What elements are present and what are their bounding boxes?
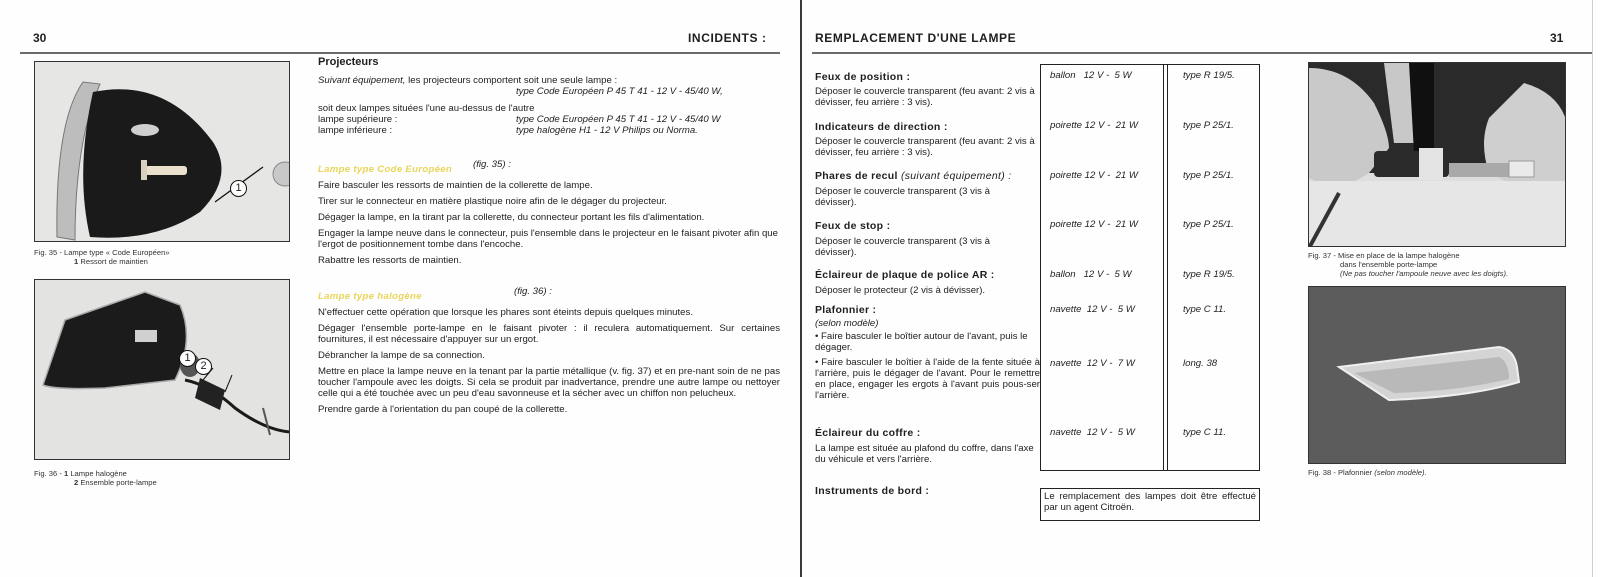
step: Engager la lampe neuve dans le connecteur, puis l'ensemble dans le projecteur en le faisant pivoter afin que l'ergot de positionnement tombe dans l'encoche. bbox=[318, 228, 778, 250]
section-title-plafonnier: Plafonnier : bbox=[815, 304, 877, 316]
section-title-instruments: Instruments de bord : bbox=[815, 485, 930, 497]
subsection-code-heading bbox=[318, 159, 511, 177]
callout-1: 1 bbox=[230, 180, 247, 197]
legend-label: Ensemble porte-lampe bbox=[80, 478, 157, 487]
type-cell: type P 25/1. bbox=[1183, 170, 1234, 181]
legend-num: 1 bbox=[74, 257, 79, 266]
figure-35-photo bbox=[34, 61, 290, 242]
step: Rabattre les ressorts de maintien. bbox=[318, 255, 462, 266]
section-body: • Faire basculer le boîtier autour de l'avant, puis le dégager. bbox=[815, 331, 1028, 353]
caption-prefix: Fig. 37 - bbox=[1308, 251, 1338, 260]
caption-italic: (selon modèle) bbox=[1374, 468, 1425, 477]
header-rule-left bbox=[20, 52, 780, 54]
figure-37-photo bbox=[1308, 62, 1566, 247]
caption-end: . bbox=[1424, 468, 1427, 477]
legend-num: 2 bbox=[74, 478, 79, 487]
bulb-cell: poirette 12 V - 21 W bbox=[1050, 170, 1138, 181]
figure-38-photo bbox=[1308, 286, 1566, 464]
title-italic: (suivant équipement) : bbox=[900, 170, 1012, 182]
table-column-divider bbox=[1163, 65, 1164, 470]
subsection-code-title: Lampe type Code Européen bbox=[318, 164, 453, 175]
section-title-projecteurs: Projecteurs bbox=[318, 56, 379, 68]
step: Dégager la lampe, en la tirant par la collerette, du connecteur portant les fils d'alimentation. bbox=[318, 212, 705, 223]
page-number-left: 30 bbox=[33, 31, 47, 45]
section-title-phares-recul bbox=[815, 170, 1011, 182]
section-body: Déposer le couvercle transparent (3 vis à dévisser). bbox=[815, 236, 990, 258]
section-body: Déposer le couvercle transparent (3 vis à dévisser). bbox=[815, 186, 990, 208]
page-gutter-divider bbox=[800, 0, 802, 577]
caption-prefix: Fig. 36 - bbox=[34, 469, 64, 478]
bulb-cell: poirette 12 V - 21 W bbox=[1050, 219, 1138, 230]
subsection-halogen-title: Lampe type halogène bbox=[318, 291, 422, 302]
halogen-headlamp-illustration bbox=[35, 280, 290, 460]
page-header-right: REMPLACEMENT D'UNE LAMPE bbox=[815, 31, 1017, 45]
title-text: Phares de recul bbox=[815, 170, 901, 182]
header-rule-right bbox=[812, 52, 1592, 54]
instruments-note-box: Le remplacement des lampes doit être effectué par un agent Citroën. bbox=[1040, 488, 1260, 521]
type-cell: type C 11. bbox=[1183, 304, 1227, 315]
section-body: Déposer le protecteur (2 vis à dévisser). bbox=[815, 285, 986, 296]
ceiling-light-illustration bbox=[1309, 287, 1566, 464]
section-body: La lampe est située au plafond du coffre, dans l'axe du véhicule et vers l'arrière. bbox=[815, 443, 1034, 465]
step: Tirer sur le connecteur en matière plastique noire afin de le dégager du projecteur. bbox=[318, 196, 667, 207]
caption-prefix: Fig. 38 - Plafonnier bbox=[1308, 468, 1375, 477]
section-title-eclaireur-coffre: Éclaireur du coffre : bbox=[815, 427, 921, 439]
page-edge bbox=[1592, 0, 1593, 577]
legend-label: Ressort de maintien bbox=[80, 257, 148, 266]
subsection-code-steps bbox=[318, 180, 780, 266]
legend-num: 1 bbox=[63, 469, 69, 478]
subsection-halogen-steps bbox=[318, 307, 780, 415]
section-body: • Faire basculer le boîtier à l'aide de la fente située à l'arrière, puis le dégager de l'avant. Pour le remettre en place, engager les ergots à l'avant puis pous-ser l'arrière. bbox=[815, 357, 1040, 401]
type-cell: type R 19/5. bbox=[1183, 269, 1235, 280]
bulb-cell: navette 12 V - 5 W bbox=[1050, 427, 1135, 438]
type-cell: type P 25/1. bbox=[1183, 120, 1234, 131]
figure-38-caption bbox=[1308, 468, 1578, 477]
step: N'effectuer cette opération que lorsque les phares sont éteints depuis quelques minutes. bbox=[318, 307, 693, 318]
bulb-cell: navette 12 V - 5 W bbox=[1050, 304, 1135, 315]
lower-lamp-value: type halogène H1 - 12 V Philips ou Norma. bbox=[516, 125, 698, 136]
single-lamp-spec: type Code Européen P 45 T 41 - 12 V - 45/40 W, bbox=[516, 86, 723, 97]
caption-title: Lampe type « Code Européen» bbox=[63, 248, 170, 257]
callout-1: 1 bbox=[179, 350, 196, 367]
bulb-cell: poirette 12 V - 21 W bbox=[1050, 120, 1138, 131]
page-number-right: 31 bbox=[1550, 31, 1564, 45]
caption-line: (Ne pas toucher l'ampoule neuve avec les doigts). bbox=[1340, 269, 1509, 278]
intro-rest: les projecteurs comportent soit une seule lampe : bbox=[405, 75, 618, 86]
figure-36-photo bbox=[34, 279, 290, 460]
section-title-eclaireur-plaque: Éclaireur de plaque de police AR : bbox=[815, 269, 995, 281]
subsection-halogen-heading bbox=[318, 286, 552, 304]
caption-prefix: Fig. 35 - bbox=[34, 248, 64, 257]
legend-label: Lampe halogène bbox=[70, 469, 127, 478]
step: Débrancher la lampe de sa connection. bbox=[318, 350, 485, 361]
headlamp-illustration bbox=[35, 62, 290, 242]
subsection-halogen-ref: (fig. 36) : bbox=[514, 286, 552, 297]
type-cell: type P 25/1. bbox=[1183, 219, 1234, 230]
figure-36-caption bbox=[34, 469, 294, 487]
plafonnier-note: (selon modèle) bbox=[815, 318, 879, 329]
type-cell: long. 38 bbox=[1183, 358, 1218, 369]
section-body: Déposer le couvercle transparent (feu avant: 2 vis à dévisser, feu arrière : 3 vis). bbox=[815, 86, 1035, 108]
lower-lamp-label: lampe inférieure : bbox=[318, 125, 393, 136]
caption-line: Mise en place de la lampe halogène bbox=[1337, 251, 1460, 260]
section-title-feux-position: Feux de position : bbox=[815, 71, 911, 83]
type-cell: type C 11. bbox=[1183, 427, 1227, 438]
step: Faire basculer les ressorts de maintien de la collerette de lampe. bbox=[318, 180, 593, 191]
upper-lamp-label: lampe supérieure : bbox=[318, 114, 398, 125]
type-cell: type R 19/5. bbox=[1183, 70, 1235, 81]
subsection-code-ref: (fig. 35) : bbox=[473, 159, 511, 170]
bulb-cell: ballon 12 V - 5 W bbox=[1050, 269, 1132, 280]
two-lamps-line: soit deux lampes situées l'une au-dessus de l'autre bbox=[318, 103, 535, 114]
projecteurs-intro bbox=[318, 75, 778, 136]
bulb-cell: navette 12 V - 7 W bbox=[1050, 358, 1135, 369]
bulb-cell: ballon 12 V - 5 W bbox=[1050, 70, 1132, 81]
step: Prendre garde à l'orientation du pan coupé de la collerette. bbox=[318, 404, 568, 415]
step: Dégager l'ensemble porte-lampe en le faisant pivoter : il reculera automatiquement. Sur certaines fournitures, il est nécessaire d'appuyer sur un ergot. bbox=[318, 323, 780, 345]
step: Mettre en place la lampe neuve en la tenant par la partie métallique (v. fig. 37) et en pre-nant soin de ne pas toucher l'ampoule avec les doigts. Si cela se produit par inadvertance, prendre une autre lampe ou nettoyer celle qui a été touchée avec un peu d'eau savonneuse et la sécher avec un chiffon non pelucheux. bbox=[318, 366, 780, 399]
upper-lamp-value: type Code Européen P 45 T 41 - 12 V - 45/40 W bbox=[516, 114, 721, 125]
table-column-divider bbox=[1167, 65, 1168, 470]
callout-2: 2 bbox=[195, 358, 212, 375]
section-body: Déposer le couvercle transparent (feu avant: 2 vis à dévisser, feu arrière : 3 vis). bbox=[815, 136, 1035, 158]
caption-line: dans l'ensemble porte-lampe bbox=[1340, 260, 1438, 269]
figure-37-caption bbox=[1308, 251, 1578, 278]
intro-italic: Suivant équipement, bbox=[318, 75, 406, 86]
section-title-feux-stop: Feux de stop : bbox=[815, 220, 891, 232]
figure-35-caption bbox=[34, 248, 294, 266]
section-title-indicateurs: Indicateurs de direction : bbox=[815, 121, 948, 133]
hands-bulb-illustration bbox=[1309, 63, 1566, 247]
page-header-left: INCIDENTS : bbox=[688, 31, 767, 45]
